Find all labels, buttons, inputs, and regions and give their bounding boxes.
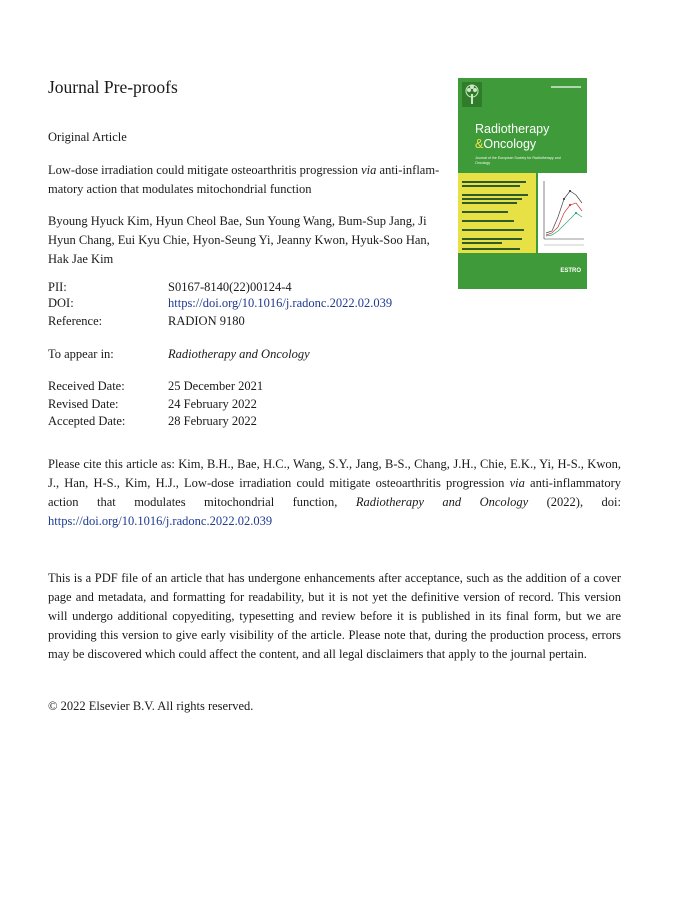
contents-line bbox=[462, 229, 524, 231]
cover-plot-graphic bbox=[538, 173, 587, 253]
doi-label: DOI: bbox=[48, 296, 74, 310]
accepted-label: Accepted Date: bbox=[48, 414, 126, 428]
revised-value: 24 February 2022 bbox=[168, 397, 257, 411]
meta-reference bbox=[48, 313, 245, 329]
article-type: Original Article bbox=[48, 130, 127, 144]
contents-line bbox=[462, 202, 517, 204]
meta-pii bbox=[48, 279, 292, 295]
article-title bbox=[48, 161, 446, 199]
citation-doi-link[interactable]: https://doi.org/10.1016/j.radonc.2022.02.039 bbox=[48, 514, 273, 528]
citation-part-3: (2022), doi: bbox=[528, 495, 622, 509]
cover-title-radiotherapy: Radiotherapy bbox=[475, 122, 550, 136]
pre-proof-notice: This is a PDF file of an article that has undergone enhancements after acceptance, such as the addition of a cover page and metadata, and formatting for readability, but it is not yet the definitive version of record. This version will undergo additional copyediting, typesetting and review before it is published in its final form, but we are providing this version to give early visibility of the article. Please note that, during the production process, errors may be discovered which could affect the content, and all legal disclaimers that apply to the journal pertain. bbox=[48, 571, 621, 661]
doi-link[interactable]: https://doi.org/10.1016/j.radonc.2022.02.039 bbox=[168, 296, 393, 310]
cover-title-oncology bbox=[475, 137, 536, 151]
meta-revised bbox=[48, 396, 257, 412]
contents-line bbox=[462, 242, 502, 244]
meta-doi bbox=[48, 295, 392, 311]
citation-part-1: Please cite this article as: Kim, B.H., Bae, H.C., Wang, S.Y., Jang, B-S., Chang, J.H., Chie, E.K., Yi, H-S., Kwon, J., Han, H-S., Kim, H.J., Low-dose irradiation could mitigate osteoarthritis progression bbox=[48, 457, 621, 490]
citation-part-2: anti-inflammatory action that modulates mitochondrial function, bbox=[48, 476, 621, 509]
reference-label: Reference: bbox=[48, 314, 103, 328]
tree-icon bbox=[462, 82, 482, 107]
citation-via: via bbox=[509, 476, 525, 490]
title-part-1: Low-dose irradiation could mitigate osteoarthritis progression bbox=[48, 163, 362, 177]
meta-accepted bbox=[48, 413, 257, 429]
cover-ampersand: & bbox=[475, 137, 484, 151]
elsevier-tree-logo bbox=[462, 82, 482, 107]
cover-subtitle: Journal of the European Society for Radiotherapy and Oncology bbox=[475, 156, 561, 165]
citation-journal: Radiotherapy and Oncology bbox=[355, 495, 529, 509]
contents-line bbox=[462, 248, 520, 250]
title-part-2: anti-inflam-matory action that modulates mitochondrial function bbox=[48, 163, 440, 196]
contents-line bbox=[462, 211, 508, 213]
contents-line bbox=[462, 220, 514, 222]
citation-paragraph bbox=[48, 455, 621, 531]
copyright-line: © 2022 Elsevier B.V. All rights reserved. bbox=[48, 699, 254, 713]
cover-plot-figure bbox=[538, 173, 587, 253]
meta-received bbox=[48, 378, 263, 394]
contents-line bbox=[462, 198, 522, 200]
contents-line bbox=[462, 181, 526, 183]
cover-oncology-word: Oncology bbox=[483, 137, 537, 151]
journal-pre-proofs-label: Journal Pre-proofs bbox=[48, 77, 178, 97]
contents-line bbox=[462, 238, 522, 240]
appear-label: To appear in: bbox=[48, 347, 114, 361]
accepted-value: 28 February 2022 bbox=[168, 414, 257, 428]
pii-label: PII: bbox=[48, 280, 67, 294]
reference-value: RADION 9180 bbox=[168, 314, 245, 328]
author-list: Byoung Hyuck Kim, Hyun Cheol Bae, Sun Young Wang, Bum-Sup Jang, Ji Hyun Chang, Eui Kyu Chie, Hyon-Seung Yi, Jeanny Kwon, Hyuk-Soo Han, Hak Jae Kim bbox=[48, 214, 430, 266]
title-via: via bbox=[361, 163, 377, 177]
revised-label: Revised Date: bbox=[48, 397, 119, 411]
meta-appear-in bbox=[48, 346, 310, 362]
received-value: 25 December 2021 bbox=[168, 379, 264, 393]
journal-cover-image bbox=[458, 78, 587, 289]
contents-line bbox=[462, 194, 528, 196]
pii-value: S0167-8140(22)00124-4 bbox=[168, 280, 292, 294]
appear-value: Radiotherapy and Oncology bbox=[168, 347, 310, 361]
contents-line bbox=[462, 185, 520, 187]
received-label: Received Date: bbox=[48, 379, 125, 393]
cover-contents-panel bbox=[458, 173, 536, 253]
cover-issn-text bbox=[551, 86, 581, 88]
cover-estro-logo: ESTRO bbox=[560, 268, 581, 274]
